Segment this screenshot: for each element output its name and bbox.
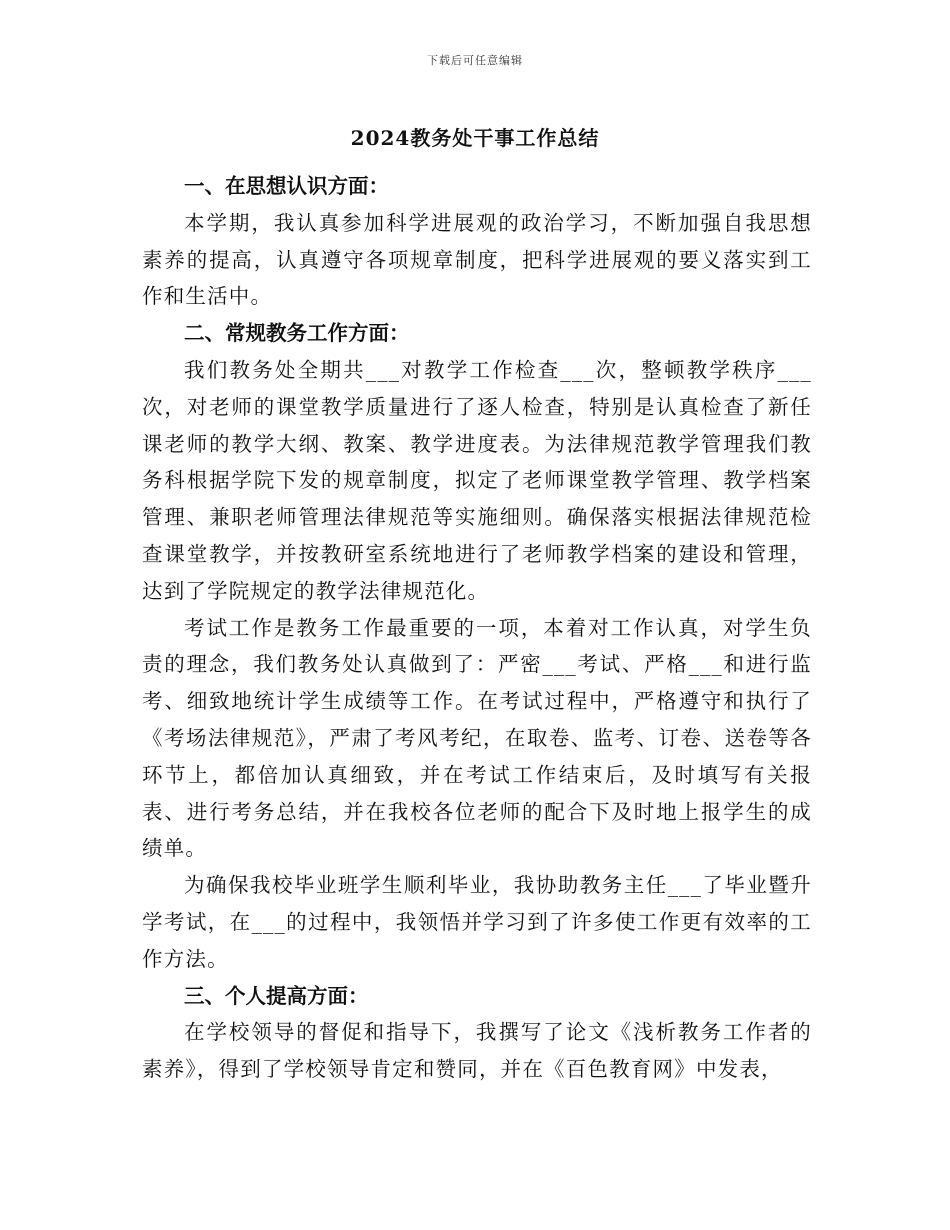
section-ideology: [142, 168, 812, 315]
paragraph: 我们教务处全期共___对教学工作检查___次，整顿教学秩序___次，对老师的课堂教学质量进行了逐人检查，特别是认真检查了新任课老师的教学大纲、教案、教学进度表。为法律规范教学管理我们教务科根据学院下发的规章制度，拟定了老师课堂教学管理、教学档案管理、兼职老师管理法律规范等实施细则。确保落实根据法律规范检查课堂教学，并按教研室系统地进行了老师教学档案的建设和管理，达到了学院规定的教学法律规范化。: [142, 357, 812, 603]
paragraph: 为确保我校毕业班学生顺利毕业，我协助教务主任___了毕业暨升学考试，在___的过程中，我领悟并学习到了许多使工作更有效率的工作方法。: [142, 873, 812, 971]
page-header-note: 下载后可任意编辑: [427, 54, 523, 67]
section-heading: 三、个人提高方面：: [184, 983, 369, 1008]
document-body: [142, 168, 812, 1088]
paragraph: 本学期，我认真参加科学进展观的政治学习，不断加强自我思想素养的提高，认真遵守各项规章制度，把科学进展观的要义落实到工作和生活中。: [142, 210, 812, 309]
section-personal-improvement: [142, 978, 812, 1088]
section-routine-work: [142, 315, 812, 977]
document-title: 2024教务处干事工作总结: [350, 126, 600, 150]
section-heading: 一、在思想认识方面：: [184, 174, 389, 198]
paragraph: 考试工作是教务工作最重要的一项，本着对工作认真，对学生负责的理念，我们教务处认真做到了：严密___考试、严格___和进行监考、细致地统计学生成绩等工作。在考试过程中，严格遵守和执行了《考场法律规范》，严肃了考风考纪，在取卷、监考、订卷、送卷等各环节上，都倍加认真细致，并在考试工作结束后，及时填写有关报表、进行考务总结，并在我校各位老师的配合下及时地上报学生的成绩单。: [142, 615, 812, 861]
section-heading: 二、常规教务工作方面：: [184, 321, 410, 346]
paragraph: 在学校领导的督促和指导下，我撰写了论文《浅析教务工作者的素养》，得到了学校领导肯定和赞同，并在《百色教育网》中发表，: [142, 1020, 812, 1082]
